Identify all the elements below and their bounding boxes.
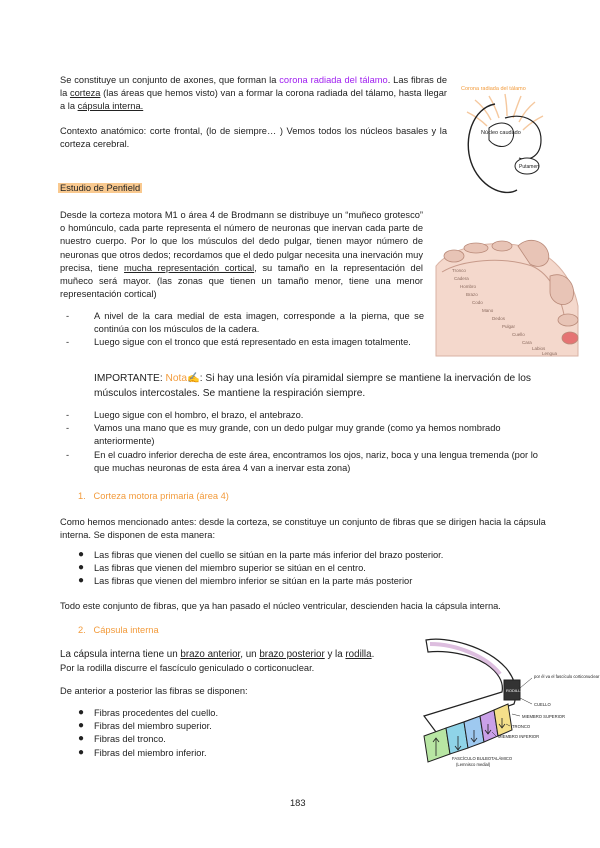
section2-paragraph: La cápsula interna tiene un brazo anterior, un brazo posterior y la rodilla. (60, 649, 375, 660)
important-note: IMPORTANTE: Nota✍: Si hay una lesión vía piramidal siempre se mantiene la inervación de los músculos intercostales. Se mantiene la respiración siempre. (94, 373, 532, 399)
svg-text:Núcleo caudado: Núcleo caudado (481, 130, 521, 136)
list-item: ● Las fibras que vienen del miembro inferior se sitúan en la parte más posterior (78, 575, 413, 587)
dash-list-2 (66, 409, 546, 475)
svg-text:Dedos: Dedos (492, 316, 506, 321)
svg-text:Cuello: Cuello (512, 332, 525, 337)
svg-text:Lengua: Lengua (542, 351, 558, 356)
list-item: ● Fibras procedentes del cuello. (78, 707, 219, 718)
writing-hand-icon: ✍ (187, 373, 200, 384)
homunculus-figure (432, 236, 582, 358)
svg-text:TRONCO: TRONCO (512, 724, 531, 729)
svg-text:(Lemnisco medial): (Lemnisco medial) (456, 762, 491, 767)
svg-text:Cadera: Cadera (454, 276, 469, 281)
list-item: ● Las fibras que vienen del cuello se sitúan en la parte más inferior del brazo posterior. (78, 549, 444, 560)
svg-text:Codo: Codo (472, 300, 483, 305)
svg-text:RODILLA: RODILLA (506, 688, 524, 693)
svg-text:Pulgar: Pulgar (502, 324, 516, 329)
section-heading-penfield: Estudio de Penfield (60, 183, 141, 193)
svg-text:Hombro: Hombro (460, 284, 477, 289)
section2-rodilla-text: Por la rodilla discurre el fascículo geniculado o corticonuclear. (60, 663, 315, 673)
list-item: ● Fibras del miembro superior. (78, 720, 212, 732)
list-item: - En el cuadro inferior derecha de este área, encontramos los ojos, nariz, boca y una lengua tremenda (por lo que muchas neuronas de esta área 4 van a inervar esta zona) (66, 449, 538, 473)
corona-radiada-highlight: corona radiada del tálamo (279, 75, 388, 85)
section-heading-1: 1. Corteza motora primaria (área 4) (78, 491, 229, 501)
svg-text:Labios: Labios (532, 346, 546, 351)
internal-capsule-figure (416, 632, 600, 772)
penfield-paragraph: Desde la corteza motora M1 o área 4 de Brodmann se distribuye un “muñeco grotesco” o homúnculo, cada parte representa el número de neuronas que inervan cada parte de nuestro cuerpo. Por lo que los músculos del dedo pulgar, tienen mayor número de neuronas que otros dedos; recordamos que el dedo pulgar necesita una inervación muy precisa, tiene mucha representación cortical, su tamaño en la representación del muñeco será mayor. (las zonas que tienen un tamaño menor, tiene una menor representación cortical) (60, 210, 423, 300)
page-number: 183 (290, 798, 306, 808)
list-item: ● Fibras del tronco. (78, 733, 166, 745)
section1-bullets (78, 549, 544, 589)
svg-text:Tronco: Tronco (452, 268, 466, 273)
svg-text:CUELLO: CUELLO (534, 702, 551, 707)
list-item: ● Fibras del miembro inferior. (78, 746, 207, 758)
section1-closing: Todo este conjunto de fibras, que ya han pasado el núcleo ventricular, descienden hacia la cápsula interna. (60, 601, 501, 611)
dash-list-1 (66, 310, 424, 350)
list-item: ● Las fibras que vienen del miembro superior se sitúan en el centro. (78, 562, 366, 574)
svg-text:FASCÍCULO BULBOTALÁMICO: FASCÍCULO BULBOTALÁMICO (452, 756, 513, 761)
section-heading-2: 2. Cápsula interna (78, 625, 159, 635)
context-paragraph: Contexto anatómico: corte frontal, (lo de siempre… ) Vemos todos los núcleos basales y la corteza cerebral. (60, 126, 447, 150)
svg-text:MIEMBRO SUPERIOR: MIEMBRO SUPERIOR (522, 714, 566, 719)
corona-radiada-figure (455, 78, 555, 208)
section2-order-text: De anterior a posterior las fibras se disponen: (60, 686, 248, 696)
section2-bullets (78, 707, 394, 760)
svg-text:Putamen: Putamen (519, 164, 540, 170)
list-item: - Luego sigue con el hombro, el brazo, el antebrazo. (66, 410, 304, 420)
intro-paragraph: Se constituye un conjunto de axones, que forman la corona radiada del tálamo. Las fibras de la corteza (las áreas que hemos visto) van a formar la corona radiada del tálamo, hasta llegar a la cápsula interna. (60, 75, 447, 112)
svg-text:Cara: Cara (522, 340, 532, 345)
list-item: - Luego sigue con el tronco que está representado en esta imagen totalmente. (66, 337, 411, 348)
svg-text:Mano: Mano (482, 308, 494, 313)
svg-text:MIEMBRO INFERIOR: MIEMBRO INFERIOR (498, 734, 540, 739)
list-item: - A nivel de la cara medial de esta imagen, corresponde a la pierna, que se continúa con los músculos de la cadera. (66, 311, 424, 335)
section1-paragraph: Como hemos mencionado antes: desde la corteza, se constituye un conjunto de fibras que se dirigen hacia la cápsula interna. Se disponen de esta manera: (60, 517, 546, 541)
list-item: - Vamos una mano que es muy grande, con un dedo pulgar muy grande (como ya hemos nombrado anteriormente) (66, 423, 501, 447)
svg-text:por él va el fascículo cortico: por él va el fascículo corticonuclear (534, 674, 600, 679)
svg-text:Brazo: Brazo (466, 292, 478, 297)
figure-title: Corona radiada del tálamo (461, 86, 526, 92)
